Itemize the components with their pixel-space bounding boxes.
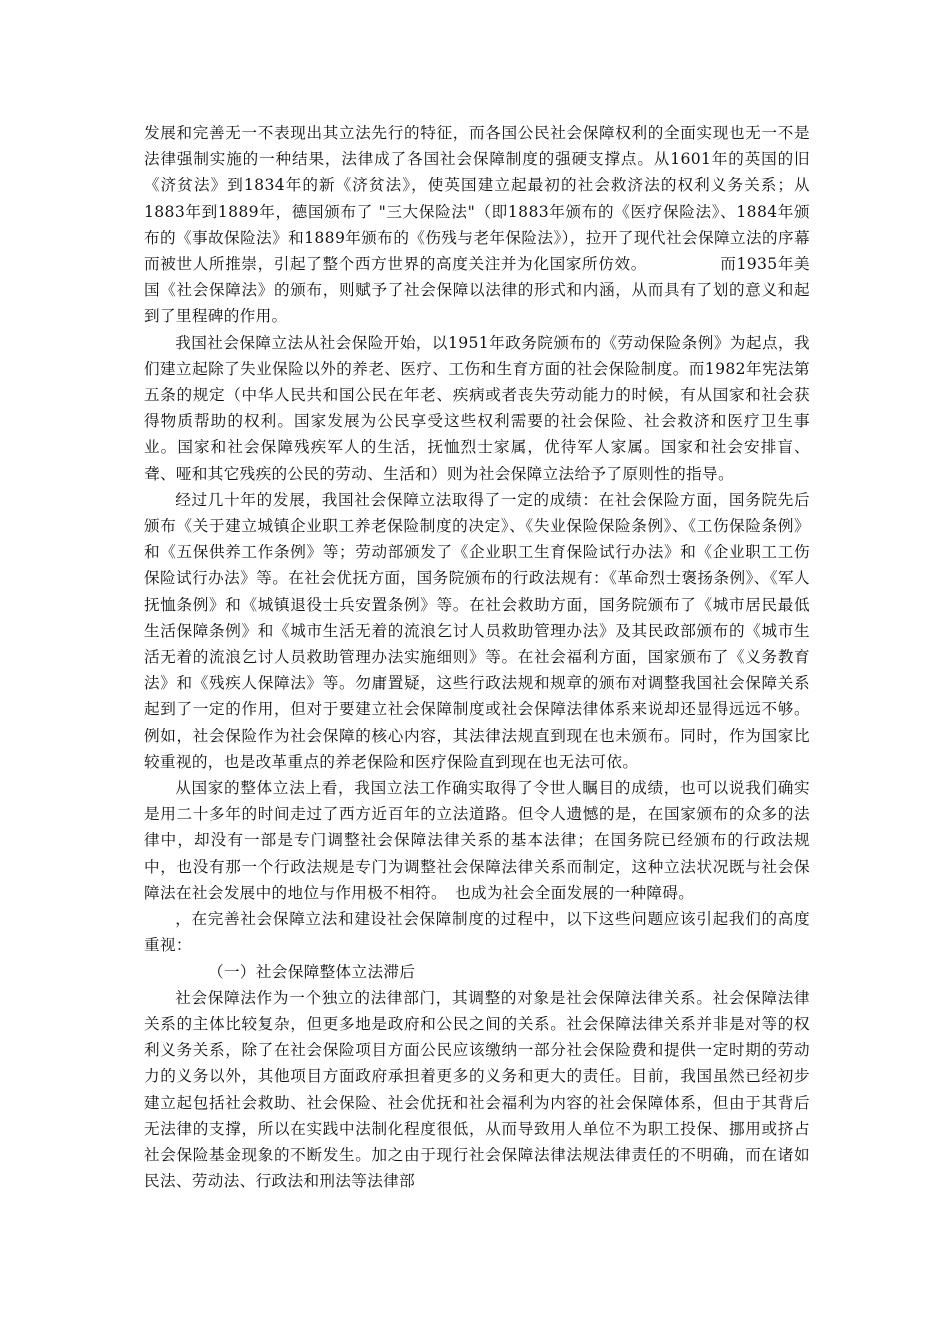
paragraph-overall-legislation: 从国家的整体立法上看，我国立法工作确实取得了令世人瞩目的成绩，也可以说我们确实是用二十多年的时间走过了西方近百年的立法道路。但令人遗憾的是，在国家颁布的众多的法律中，却没有一部是专门调整社会保障法律关系的基本法律；在国务院已经颁布的行政法规中，也没有那一个行政法规是专门为调整社会保障法律关系而制定，这种立法状况既与社会保障法在社会发展中的地位与作用极不相符。 也成为社会全面发展的一种障碍。 — [144, 779, 810, 902]
paragraph-issues-intro: ，在完善社会保障立法和建设社会保障制度的过程中，以下这些问题应该引起我们的高度重视： — [144, 910, 810, 955]
section-heading-lagging-legislation: （一）社会保障整体立法滞后 — [208, 962, 416, 981]
paragraph-legislation-history: 发展和完善无一不表现出其立法先行的特征，而各国公民社会保障权利的全面实现也无一不是法律强制实施的一种结果，法律成了各国社会保障制度的强硬支撑点。从1601年的英国的旧《济贫法》到1834年的新《济贫法》，使英国建立起最初的社会救济法的权利义务关系；从1883年到1889年，德国颁布了 "三大保险法"（即1883年颁布的《医疗保险法》、1884年颁布的《事故保险法》和1889年颁布的《伤残与老年保险法》），拉开了现代社会保障立法的序幕而被世人所推崇，引起了整个西方世界的高度关注并为化国家所仿效。 而1935年美国《社会保障法》的颁布，则赋予了社会保障以法律的形式和内涵，从而具有了划的意义和起到了里程碑的作用。 — [144, 124, 810, 326]
document-body — [144, 120, 810, 1194]
paragraph-achievements: 经过几十年的发展，我国社会保障立法取得了一定的成绩：在社会保险方面，国务院先后颁布《关于建立城镇企业职工养老保险制度的决定》、《失业保险保险条例》、《工伤保险条例》和《五保供养工作条例》等；劳动部颁发了《企业职工生育保险试行办法》和《企业职工工伤保险试行办法》等。在社会优抚方面，国务院颁布的行政法规有：《革命烈士褒扬条例》、《军人抚恤条例》和《城镇退役士兵安置条例》等。在社会救助方面，国务院颁布了《城市居民最低生活保障条例》和《城市生活无着的流浪乞讨人员救助管理办法》及其民政部颁布的《城市生活无着的流浪乞讨人员救助管理办法实施细则》等。在社会福利方面，国家颁布了《义务教育法》和《残疾人保障法》等。勿庸置疑，这些行政法规和规章的颁布对调整我国社会保障关系起到了一定的作用，但对于要建立社会保障制度或社会保障法律体系来说却还显得远远不够。例如，社会保险作为社会保障的核心内容，其法律法规直到现在也未颁布。同时，作为国家比较重视的，也是改革重点的养老保险和医疗保险直到现在也无法可依。 — [144, 490, 810, 771]
paragraph-social-security-law: 社会保障法作为一个独立的法律部门，其调整的对象是社会保障法律关系。社会保障法律关系的主体比较复杂，但更多地是政府和公民之间的关系。社会保障法律关系并非是对等的权利义务关系，除了在社会保险项目方面公民应该缴纳一部分社会保险费和提供一定时期的劳动力的义务以外，其他项目方面政府承担着更多的义务和更大的责任。目前，我国虽然已经初步建立起包括社会救助、社会保险、社会优抚和社会福利为内容的社会保障体系，但由于其背后无法律的支撑，所以在实践中法制化程度很低，从而导致用人单位不为职工投保、挪用或挤占社会保险基金现象的不断发生。加之由于现行社会保障法律法规法律责任的不明确，而在诸如民法、劳动法、行政法和刑法等法律部 — [144, 988, 810, 1191]
paragraph-china-social-insurance: 我国社会保障立法从社会保险开始，以1951年政务院颁布的《劳动保险条例》为起点，我们建立起除了失业保险以外的养老、医疗、工伤和生育方面的社会保险制度。而1982年宪法第五条的规定（中华人民共和国公民在年老、疾病或者丧失劳动能力的时候，有从国家和社会获得物质帮助的权利。国家发展为公民享受这些权利需要的社会保险、社会救济和医疗卫生事业。国家和社会保障残疾军人的生活，抚恤烈士家属，优待军人家属。国家和社会安排盲、聋、哑和其它残疾的公民的劳动、生活和）则为社会保障立法给予了原则性的指导。 — [144, 333, 810, 483]
